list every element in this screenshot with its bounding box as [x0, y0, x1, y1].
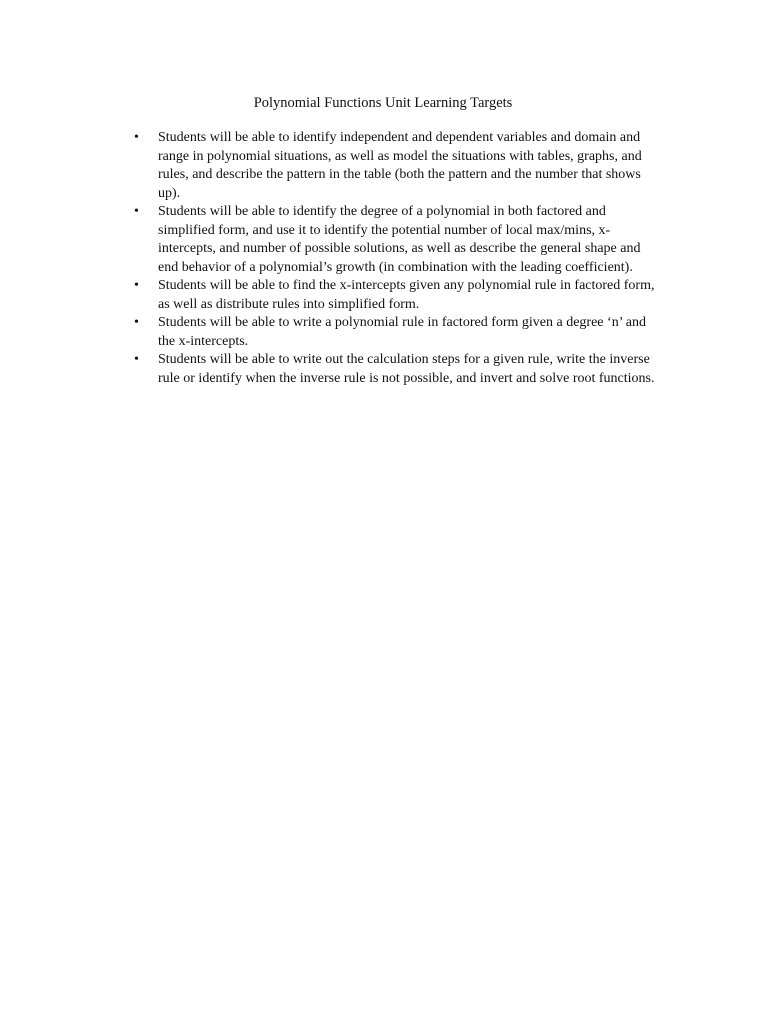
learning-target-text: Students will be able to write out the calculation steps for a given rule, write the inverse rule or identify when the inverse rule is not possible, and invert and solve root functions.: [158, 352, 655, 386]
learning-target-item: [134, 277, 656, 314]
learning-target-item: [134, 129, 656, 203]
learning-target-item: [134, 203, 656, 277]
bullet-icon: •: [134, 130, 139, 145]
bullet-icon: •: [134, 204, 139, 219]
learning-target-text: Students will be able to identify the degree of a polynomial in both factored and simplified form, and use it to identify the potential number of local max/mins, x-intercepts, and number of possible solutions, as well as describe the general shape and end behavior of a polynomial’s growth (in combination with the leading coefficient).: [158, 204, 641, 275]
bullet-icon: •: [134, 278, 139, 293]
document-title: [0, 93, 768, 113]
learning-target-item: [134, 314, 656, 351]
learning-target-item: [134, 351, 656, 388]
learning-targets-list: [134, 129, 656, 388]
learning-target-text: Students will be able to identify independent and dependent variables and domain and range in polynomial situations, as well as model the situations with tables, graphs, and rules, and describe the pattern in the table (both the pattern and the number that shows up).: [158, 130, 642, 201]
document-title-text: Polynomial Functions Unit Learning Targets: [253, 95, 513, 111]
bullet-icon: •: [134, 315, 139, 330]
learning-target-text: Students will be able to write a polynomial rule in factored form given a degree ‘n’ and the x-intercepts.: [158, 315, 647, 349]
learning-target-text: Students will be able to find the x-intercepts given any polynomial rule in factored form, as well as distribute rules into simplified form.: [158, 278, 655, 312]
bullet-icon: •: [134, 352, 139, 367]
